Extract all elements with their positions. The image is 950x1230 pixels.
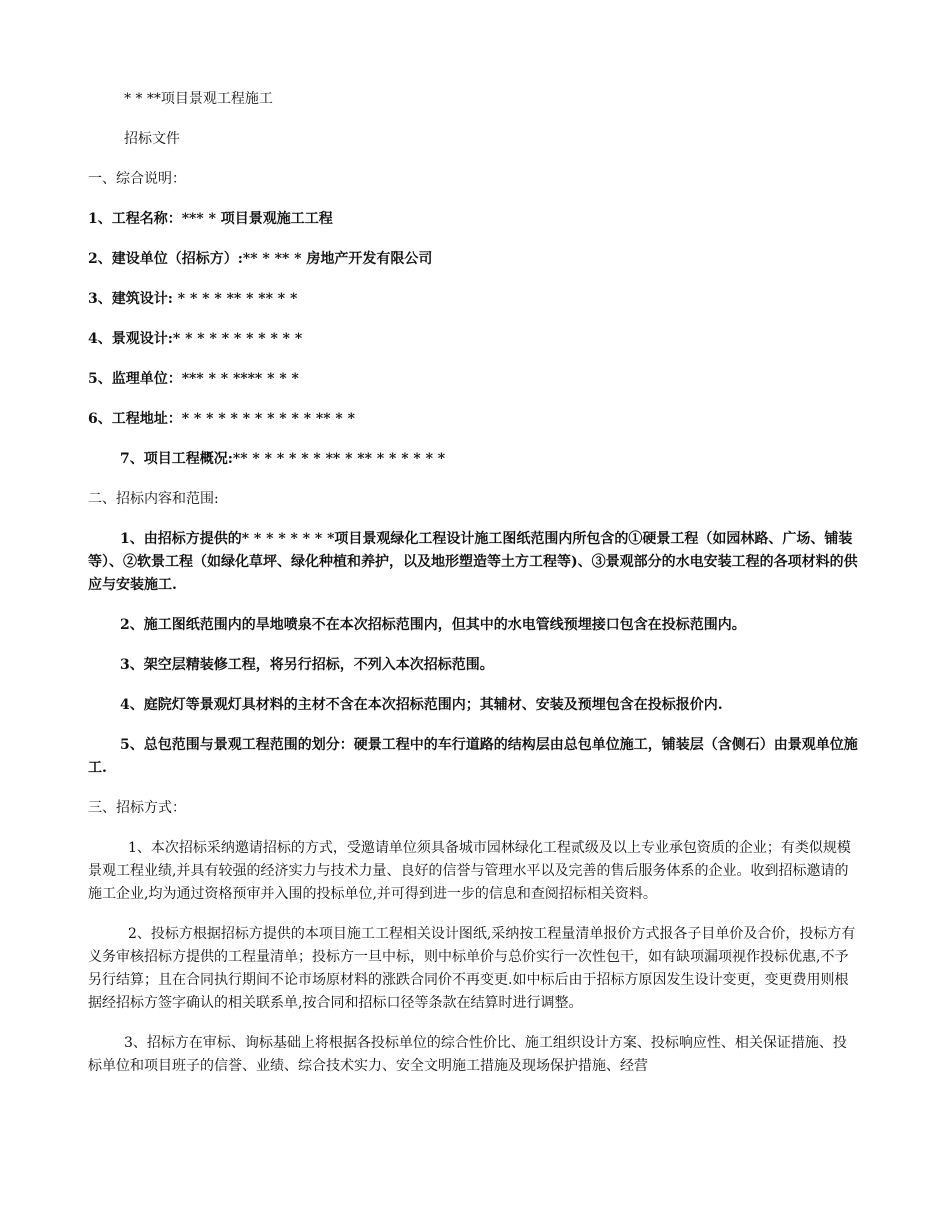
- scope-item-5: 5、总包范围与景观工程范围的划分：硬景工程中的车行道路的结构层由总包单位施工，铺装层（含侧石）由景观单位施工.: [88, 737, 858, 776]
- section-method: [88, 797, 860, 1078]
- method-item-2: 2、投标方根据招标方提供的本项目施工工程相关设计图纸,采纳按工程量清单报价方式报各子目单价及合价，投标方有义务审核招标方提供的工程量清单；投标方一旦中标，则中标单价与总价实行一次性包干，如有缺项漏项视作投标优惠,不予另行结算；且在合同执行期间不论市场原材料的涨跌合同价不再变更.如中标后由于招标方原因发生设计变更，变更费用则根据经招标方签字确认的相关联系单,按合同和招标口径等条款在结算时进行调整。: [88, 926, 856, 1011]
- doc-title: * * **项目景观工程施工: [124, 91, 273, 107]
- info-overview: 7、项目工程概况:** * * * * * * ** * ** * * * * * *: [120, 451, 446, 467]
- info-architect: 3、建筑设计: * * * * ** * ** * *: [88, 291, 298, 307]
- info-project-name: 1、工程名称：*** * 项目景观施工工程: [88, 211, 333, 227]
- scope-item-1: 1、由招标方提供的* * * * * * * *项目景观绿化工程设计施工图纸范围内所包含的①硬景工程（如园林路、广场、铺装等）、②软景工程（如绿化草坪、绿化种植和养护，以及地形塑造等土方工程等)、③景观部分的水电安装工程的各项材料的供应与安装施工.: [88, 531, 858, 593]
- section-general: [88, 168, 860, 471]
- info-supervisor: 5、监理单位：*** * * **** * * *: [88, 371, 299, 387]
- section-heading: 二、招标内容和范围:: [88, 491, 219, 507]
- method-item-3: 3、招标方在审标、询标基础上将根据各投标单位的综合性价比、施工组织设计方案、投标响应性、相关保证措施、投标单位和项目班子的信誉、业绩、综合技术实力、安全文明施工措施及现场保护措施、经营: [88, 1035, 847, 1074]
- scope-item-2: 2、施工图纸范围内的旱地喷泉不在本次招标范围内，但其中的水电管线预埋接口包含在投标范围内。: [120, 617, 746, 633]
- section-heading: 一、综合说明：: [88, 171, 186, 187]
- doc-subtitle: 招标文件: [124, 131, 180, 147]
- info-address: 6、工程地址：* * * * * * * * * * * ** * *: [88, 411, 355, 427]
- section-heading: 三、招标方式：: [88, 800, 186, 816]
- scope-item-3: 3、架空层精装修工程，将另行招标，不列入本次招标范围。: [120, 657, 494, 673]
- section-scope: [88, 488, 860, 780]
- scope-item-4: 4、庭院灯等景观灯具材料的主材不含在本次招标范围内；其辅材、安装及预埋包含在投标报价内.: [120, 697, 723, 713]
- info-landscape-designer: 4、景观设计:* * * * * * * * * * *: [88, 331, 303, 347]
- method-item-1: 1、本次招标采纳邀请招标的方式，受邀请单位须具备城市园林绿化工程贰级及以上专业承包资质的企业；有类似规模景观工程业绩,并具有较强的经济实力与技术力量、良好的信誉与管理水平以及完善的售后服务体系的企业。收到招标邀请的施工企业,均为通过资格预审并入围的投标单位,并可得到进一步的信息和查阅招标相关资料。: [88, 840, 851, 902]
- info-client: 2、建设单位（招标方）:** * ** * 房地产开发有限公司: [88, 251, 433, 267]
- document-page: [88, 88, 860, 1095]
